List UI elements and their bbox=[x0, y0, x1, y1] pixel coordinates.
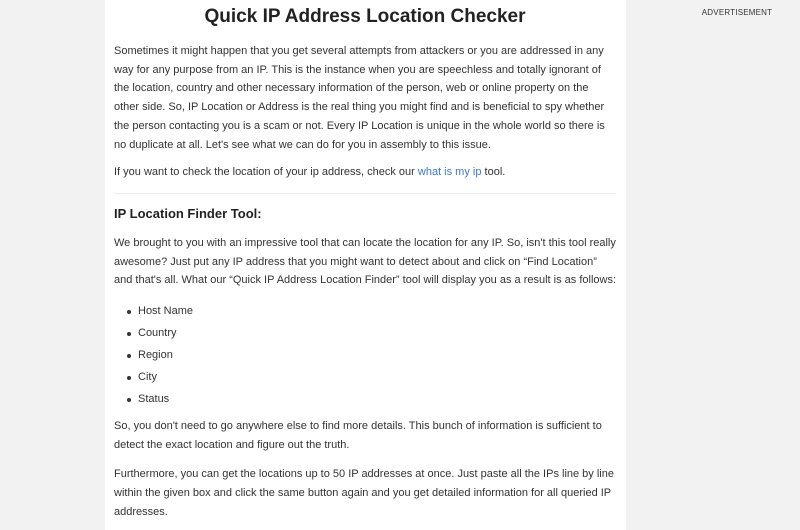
what-is-my-ip-link[interactable]: what is my ip bbox=[417, 166, 482, 179]
list-item: Status bbox=[138, 388, 616, 410]
section-divider bbox=[114, 193, 616, 194]
advertisement-sidebar bbox=[627, 0, 800, 530]
summary-paragraph: So, you don't need to go anywhere else to find more details. This bunch of information is sufficient to detect the exact location and figure out the truth. bbox=[114, 420, 602, 451]
list-item: City bbox=[138, 366, 616, 388]
advertisement-label: ADVERTISEMENT bbox=[701, 8, 773, 17]
check-ip-suffix: tool. bbox=[481, 166, 506, 179]
list-item: Country bbox=[138, 322, 616, 344]
intro-paragraph: Sometimes it might happen that you get several attempts from attackers or you are addressed in any way for any purpose from an IP. This is the instance when you are speechless and totally ignorant of the location, country and other necessary information of the person, web or online property on the other side. So, IP Location or Address is the real thing you might find and is beneficial to spy whether the person contacting you is a scam or not. Every IP Location is unique in the whole world so there is no duplicate at all. Let's see what we can do for you in assembly to this issue. bbox=[114, 45, 605, 151]
bulk-lookup-paragraph: Furthermore, you can get the locations up to 50 IP addresses at once. Just paste all the IPs line by line within the given box and click the same button again and you get detailed information for all queried IP addresses. bbox=[114, 468, 614, 518]
list-item: Region bbox=[138, 344, 616, 366]
check-ip-paragraph bbox=[114, 163, 616, 182]
list-item: Host Name bbox=[138, 300, 616, 322]
tool-description-paragraph: We brought to you with an impressive tool that can locate the location for any IP. So, isn't this tool really awesome? Just put any IP address that you might want to detect about and click on “Find Location” and that's all. What our “Quick IP Address Location Finder” tool will display you as a result is as follows: bbox=[114, 236, 617, 287]
page-title: Quick IP Address Location Checker bbox=[204, 6, 526, 27]
feature-list bbox=[114, 300, 616, 410]
article-content bbox=[105, 0, 626, 530]
check-ip-prefix: If you want to check the location of your ip address, check our bbox=[114, 166, 418, 179]
section-heading: IP Location Finder Tool: bbox=[114, 205, 262, 221]
